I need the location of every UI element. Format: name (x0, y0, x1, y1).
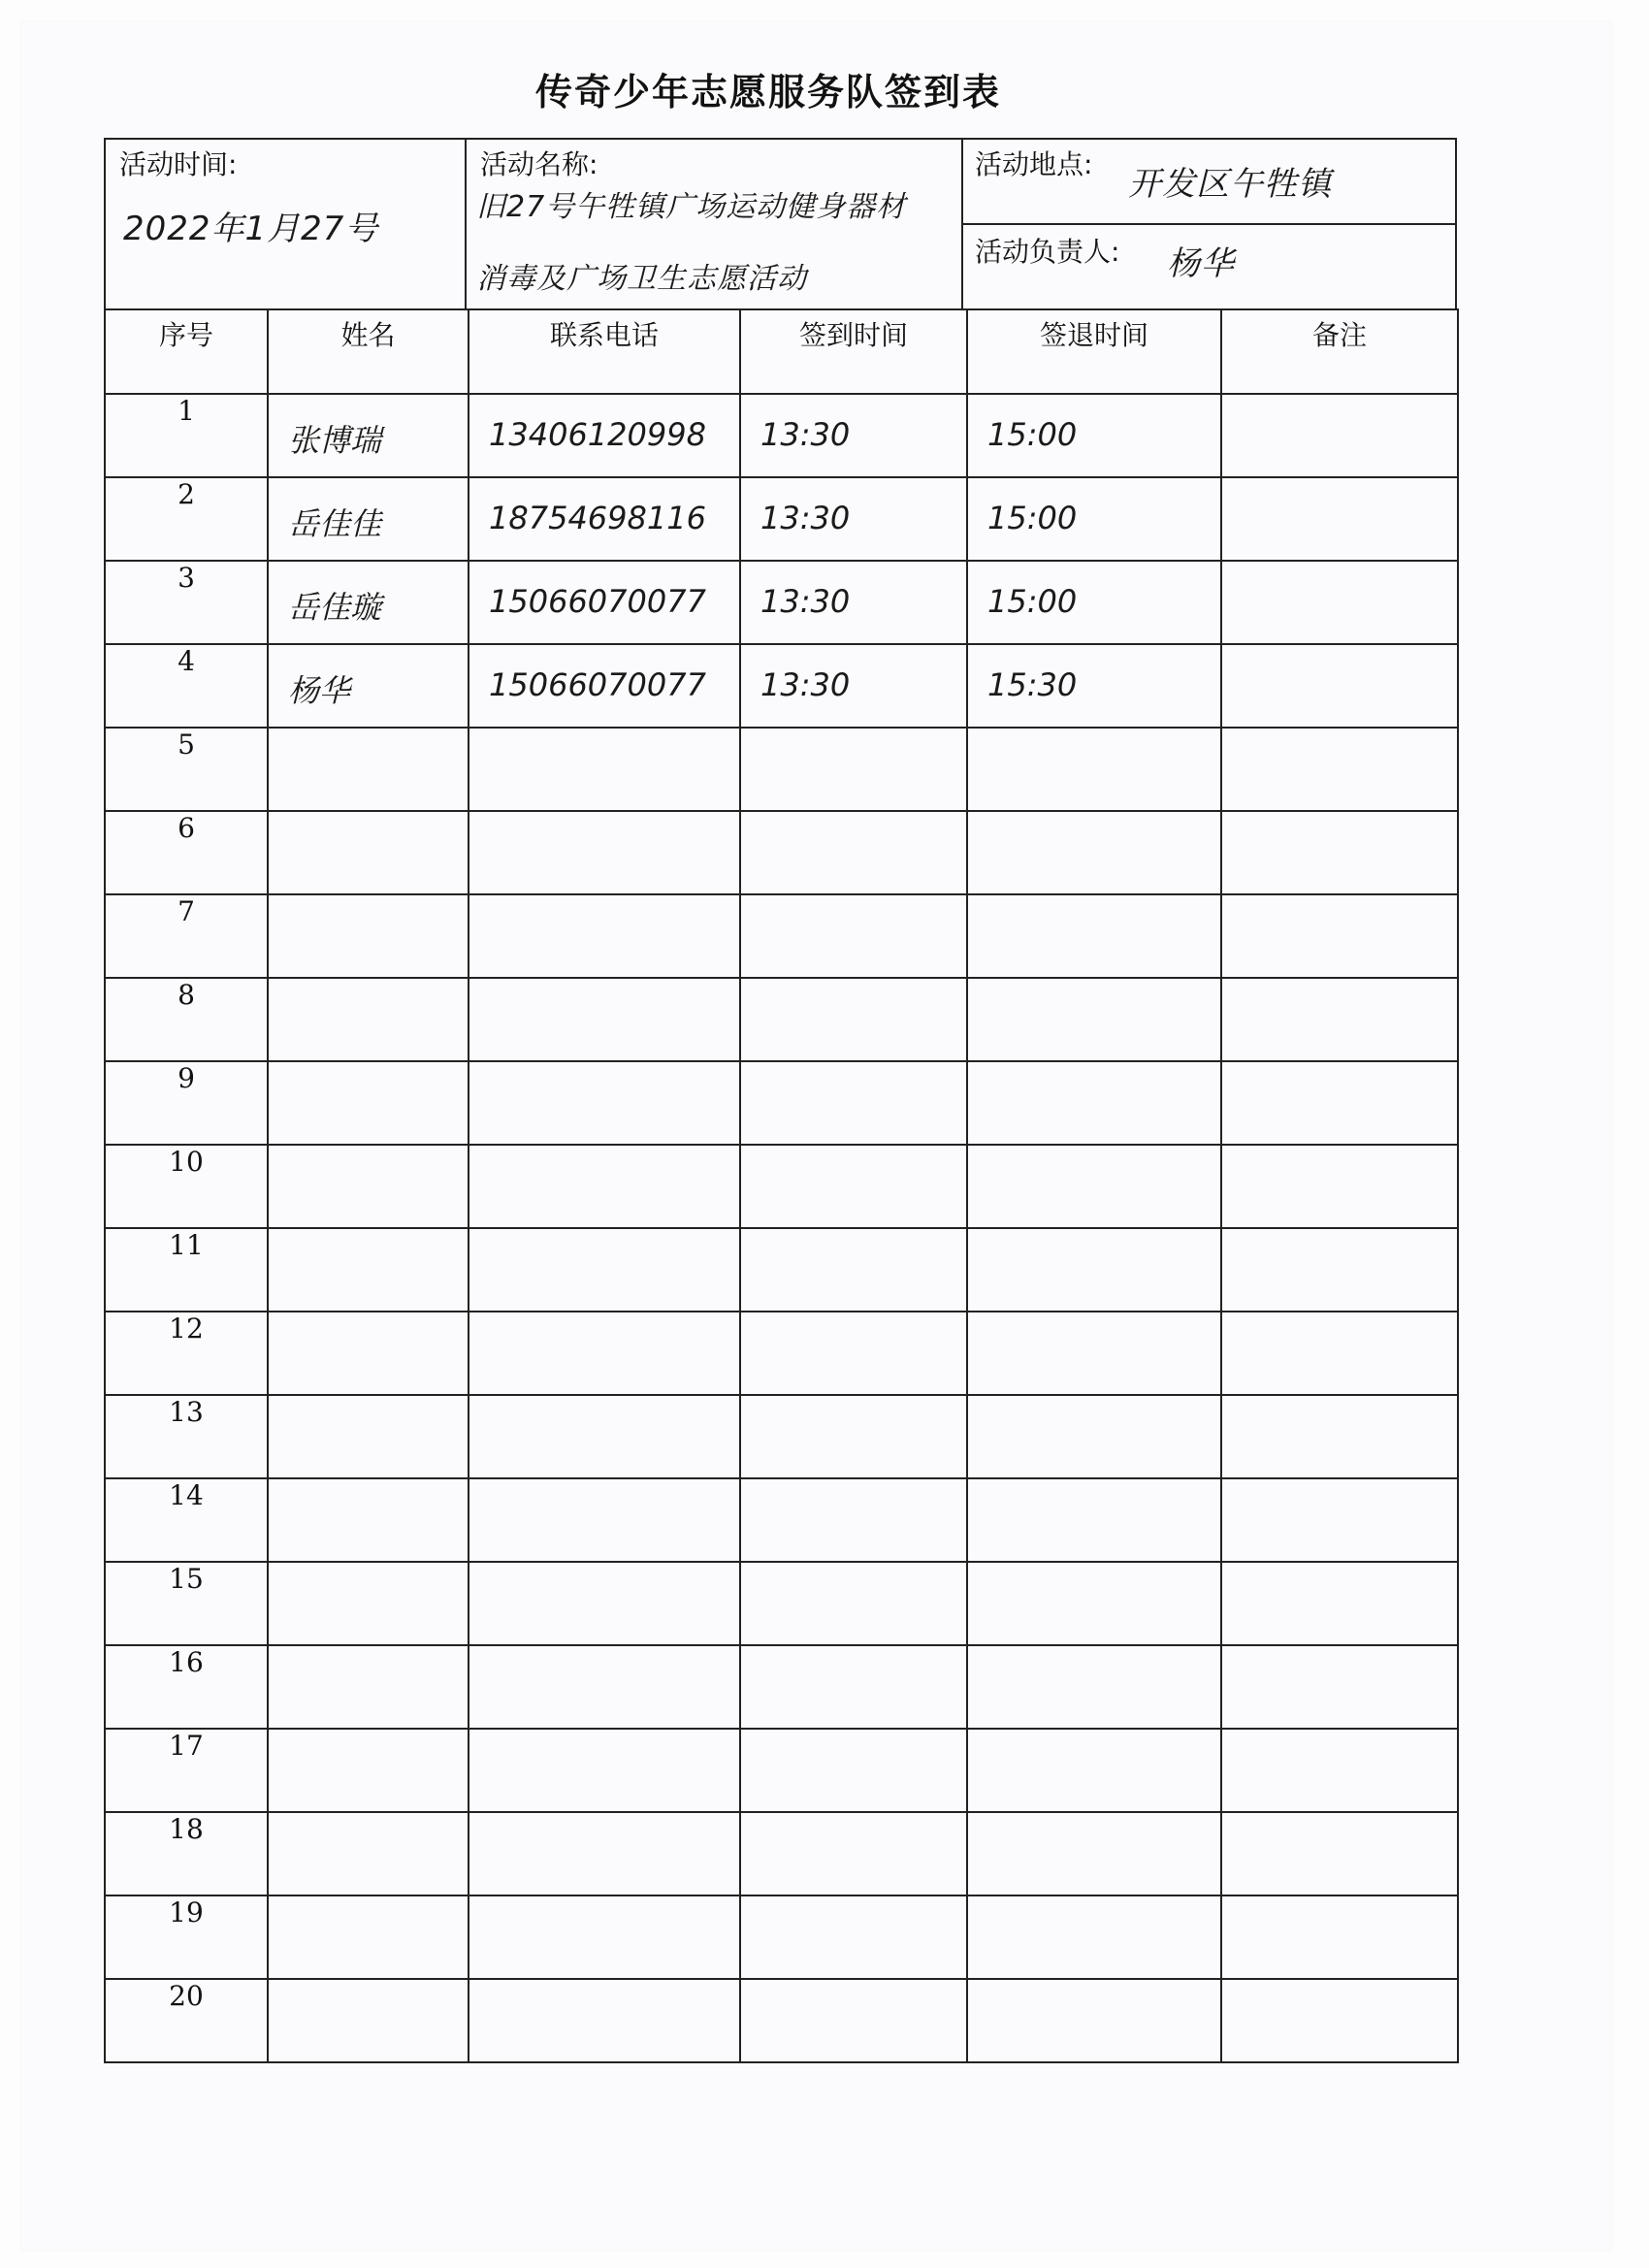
phone-cell-text (469, 1229, 739, 1250)
table-row (105, 1228, 1458, 1312)
phone-cell-text: 18754698116 (489, 500, 706, 536)
note-cell-text (1222, 812, 1457, 833)
phone-cell (469, 561, 740, 644)
note-cell (1221, 1645, 1458, 1729)
note-cell-text (1222, 1730, 1457, 1751)
seq-cell: 16 (105, 1645, 268, 1729)
sign-in-time-cell-text (741, 1563, 966, 1584)
phone-cell (469, 894, 740, 978)
name-cell (268, 1729, 469, 1812)
note-cell (1221, 394, 1458, 477)
name-cell (268, 1812, 469, 1895)
phone-cell (469, 1478, 740, 1562)
phone-cell (469, 644, 740, 728)
name-cell (268, 561, 469, 644)
name-cell-text (269, 1396, 468, 1417)
phone-cell-text (469, 1312, 739, 1334)
name-value-line1: 旧27号午牲镇广场运动健身器材 (476, 190, 907, 224)
sign-out-time-cell-text (968, 1896, 1220, 1918)
table-row (105, 1478, 1458, 1562)
phone-cell (469, 978, 740, 1061)
name-cell-text (269, 1896, 468, 1918)
table-row (105, 894, 1458, 978)
sign-out-time-cell (967, 1145, 1221, 1228)
note-cell-text (1222, 1563, 1457, 1584)
seq-cell: 14 (105, 1478, 268, 1562)
sign-in-time-cell-text (741, 895, 966, 917)
note-cell (1221, 1145, 1458, 1228)
column-header: 备注 (1221, 309, 1458, 394)
sign-out-time-cell (967, 1478, 1221, 1562)
seq-cell: 2 (105, 477, 268, 561)
note-cell (1221, 1061, 1458, 1145)
name-cell-text (269, 1479, 468, 1501)
sign-in-time-cell (740, 1478, 967, 1562)
note-cell (1221, 811, 1458, 894)
name-cell (268, 1395, 469, 1478)
column-header: 签退时间 (967, 309, 1221, 394)
sign-out-time-cell-text: 15:00 (987, 416, 1078, 453)
name-cell (268, 1312, 469, 1395)
leader-label: 活动负责人: (975, 236, 1120, 268)
place-value: 开发区午牲镇 (1128, 165, 1332, 204)
sign-in-time-cell (740, 1145, 967, 1228)
seq-cell: 11 (105, 1228, 268, 1312)
seq-cell: 4 (105, 644, 268, 728)
note-cell-text (1222, 645, 1457, 666)
sign-in-time-cell-text (741, 979, 966, 1000)
sign-out-time-cell-text: 15:30 (987, 666, 1078, 703)
name-cell (268, 394, 469, 477)
sign-in-time-cell (740, 811, 967, 894)
activity-info-block (104, 138, 1457, 308)
name-cell (268, 978, 469, 1061)
sign-in-time-cell (740, 561, 967, 644)
phone-cell-text (469, 979, 739, 1000)
note-cell (1221, 1812, 1458, 1895)
name-cell (268, 1562, 469, 1645)
table-row (105, 728, 1458, 811)
name-cell-text: 岳佳璇 (288, 589, 382, 626)
note-cell-text (1222, 1146, 1457, 1167)
name-cell (268, 728, 469, 811)
sign-out-time-cell-text (968, 1146, 1220, 1167)
phone-cell (469, 1895, 740, 1979)
sign-in-time-cell (740, 978, 967, 1061)
table-row (105, 1812, 1458, 1895)
seq-cell: 7 (105, 894, 268, 978)
sign-out-time-cell (967, 1645, 1221, 1729)
table-row (105, 394, 1458, 477)
name-cell (268, 1979, 469, 2062)
sign-in-time-cell (740, 894, 967, 978)
name-value-line2: 消毒及广场卫生志愿活动 (476, 262, 807, 296)
sign-out-time-cell (967, 1979, 1221, 2062)
phone-cell-text (469, 1396, 739, 1417)
seq-cell: 13 (105, 1395, 268, 1478)
table-row (105, 561, 1458, 644)
time-label: 活动时间: (119, 148, 238, 180)
sign-in-time-cell-text (741, 1062, 966, 1084)
name-cell-text (269, 1730, 468, 1751)
seq-cell: 18 (105, 1812, 268, 1895)
sign-out-time-cell-text (968, 729, 1220, 750)
sign-out-time-cell (967, 1395, 1221, 1478)
phone-cell (469, 1228, 740, 1312)
table-row (105, 1895, 1458, 1979)
phone-cell (469, 477, 740, 561)
phone-cell (469, 1395, 740, 1478)
note-cell (1221, 1562, 1458, 1645)
name-cell (268, 811, 469, 894)
name-cell (268, 1895, 469, 1979)
sign-in-sheet-page (21, 21, 1612, 2251)
phone-cell-text: 13406120998 (489, 416, 706, 453)
sign-in-time-cell-text: 13:30 (760, 416, 851, 453)
table-header-row (105, 309, 1458, 394)
note-cell (1221, 1312, 1458, 1395)
sign-out-time-cell-text (968, 979, 1220, 1000)
note-cell-text (1222, 1312, 1457, 1334)
phone-cell-text (469, 729, 739, 750)
sign-in-time-cell-text (741, 1146, 966, 1167)
note-cell-text (1222, 562, 1457, 583)
sign-in-time-cell-text (741, 812, 966, 833)
name-cell-text (269, 1563, 468, 1584)
sign-out-time-cell (967, 894, 1221, 978)
table-row (105, 1645, 1458, 1729)
name-cell-text: 杨华 (288, 672, 351, 709)
place-leader-section (963, 140, 1455, 308)
phone-cell-text (469, 1730, 739, 1751)
sign-in-time-cell-text: 13:30 (760, 583, 851, 620)
sign-out-time-cell (967, 477, 1221, 561)
sign-in-table (104, 308, 1459, 2063)
phone-cell-text (469, 1062, 739, 1084)
sign-out-time-cell-text (968, 1062, 1220, 1084)
sign-in-time-cell-text (741, 1479, 966, 1501)
phone-cell (469, 1145, 740, 1228)
phone-cell-text (469, 1479, 739, 1501)
sign-out-time-cell-text (968, 1229, 1220, 1250)
note-cell (1221, 477, 1458, 561)
column-header: 签到时间 (740, 309, 967, 394)
table-row (105, 1145, 1458, 1228)
column-header: 联系电话 (469, 309, 740, 394)
sign-in-time-cell (740, 1228, 967, 1312)
note-cell-text (1222, 895, 1457, 917)
place-label: 活动地点: (975, 148, 1093, 180)
page-title: 传奇少年志愿服务队签到表 (534, 71, 1001, 113)
phone-cell-text (469, 1563, 739, 1584)
name-cell (268, 1061, 469, 1145)
sign-in-time-cell (740, 477, 967, 561)
sign-in-time-cell (740, 1979, 967, 2062)
phone-cell (469, 1729, 740, 1812)
sign-out-time-cell (967, 1812, 1221, 1895)
phone-cell (469, 1061, 740, 1145)
name-cell (268, 1228, 469, 1312)
sign-in-time-cell (740, 644, 967, 728)
leader-value: 杨华 (1167, 244, 1235, 283)
table-row (105, 811, 1458, 894)
sign-out-time-cell (967, 728, 1221, 811)
name-cell (268, 1145, 469, 1228)
phone-cell-text (469, 1813, 739, 1834)
column-header: 序号 (105, 309, 268, 394)
note-cell (1221, 1979, 1458, 2062)
seq-cell: 6 (105, 811, 268, 894)
name-section (467, 140, 963, 308)
sign-out-time-cell (967, 978, 1221, 1061)
name-cell-text: 岳佳佳 (288, 505, 382, 542)
seq-cell: 1 (105, 394, 268, 477)
sign-in-time-cell-text (741, 1229, 966, 1250)
table-body (105, 394, 1458, 2062)
sign-in-time-cell (740, 394, 967, 477)
note-cell (1221, 561, 1458, 644)
sign-out-time-cell (967, 811, 1221, 894)
place-row (963, 140, 1455, 225)
sign-in-time-cell (740, 1395, 967, 1478)
note-cell-text (1222, 729, 1457, 750)
note-cell (1221, 894, 1458, 978)
note-cell-text (1222, 1479, 1457, 1501)
sign-out-time-cell-text: 15:00 (987, 583, 1078, 620)
phone-cell-text (469, 1980, 739, 2001)
sign-out-time-cell (967, 1729, 1221, 1812)
note-cell-text (1222, 979, 1457, 1000)
sign-in-time-cell-text (741, 1730, 966, 1751)
name-cell-text (269, 979, 468, 1000)
phone-cell-text (469, 812, 739, 833)
sign-out-time-cell-text (968, 812, 1220, 833)
sign-out-time-cell-text (968, 1563, 1220, 1584)
phone-cell-text (469, 1646, 739, 1668)
phone-cell-text (469, 1896, 739, 1918)
note-cell-text (1222, 395, 1457, 416)
table-row (105, 978, 1458, 1061)
note-cell (1221, 1228, 1458, 1312)
name-label: 活动名称: (480, 148, 598, 180)
note-cell-text (1222, 1896, 1457, 1918)
seq-cell: 20 (105, 1979, 268, 2062)
note-cell-text (1222, 478, 1457, 500)
sign-out-time-cell-text (968, 1479, 1220, 1501)
note-cell (1221, 1729, 1458, 1812)
name-cell-text (269, 729, 468, 750)
sign-in-time-cell (740, 1895, 967, 1979)
sign-in-time-cell-text (741, 729, 966, 750)
column-header: 姓名 (268, 309, 469, 394)
name-cell-text (269, 1813, 468, 1834)
name-cell (268, 644, 469, 728)
seq-cell: 12 (105, 1312, 268, 1395)
seq-cell: 9 (105, 1061, 268, 1145)
note-cell (1221, 978, 1458, 1061)
seq-cell: 10 (105, 1145, 268, 1228)
table-row (105, 1979, 1458, 2062)
name-cell-text: 张博瑞 (288, 422, 382, 459)
sign-in-time-cell-text (741, 1312, 966, 1334)
sign-out-time-cell (967, 644, 1221, 728)
note-cell-text (1222, 1229, 1457, 1250)
name-cell-text (269, 895, 468, 917)
sign-in-time-cell (740, 1061, 967, 1145)
sign-in-time-cell-text: 13:30 (760, 666, 851, 703)
note-cell (1221, 644, 1458, 728)
sign-out-time-cell (967, 1895, 1221, 1979)
sign-in-time-cell-text: 13:30 (760, 500, 851, 536)
name-cell-text (269, 1146, 468, 1167)
name-cell-text (269, 1646, 468, 1668)
sign-out-time-cell-text (968, 1396, 1220, 1417)
seq-cell: 3 (105, 561, 268, 644)
phone-cell (469, 1562, 740, 1645)
phone-cell (469, 394, 740, 477)
phone-cell-text: 15066070077 (489, 666, 706, 703)
phone-cell-text: 15066070077 (489, 583, 706, 620)
table-row (105, 1395, 1458, 1478)
table-row (105, 1562, 1458, 1645)
name-cell (268, 894, 469, 978)
name-cell-text (269, 812, 468, 833)
note-cell-text (1222, 1813, 1457, 1834)
sign-out-time-cell (967, 1061, 1221, 1145)
note-cell (1221, 1895, 1458, 1979)
sign-out-time-cell-text (968, 1312, 1220, 1334)
sign-in-time-cell-text (741, 1813, 966, 1834)
phone-cell (469, 1645, 740, 1729)
phone-cell (469, 1312, 740, 1395)
phone-cell-text (469, 1146, 739, 1167)
phone-cell (469, 811, 740, 894)
sign-out-time-cell-text (968, 1730, 1220, 1751)
sign-out-time-cell (967, 394, 1221, 477)
name-cell-text (269, 1312, 468, 1334)
table-row (105, 1312, 1458, 1395)
sign-in-time-cell (740, 1812, 967, 1895)
name-cell-text (269, 1062, 468, 1084)
sign-out-time-cell (967, 1228, 1221, 1312)
sign-in-time-cell (740, 1562, 967, 1645)
name-cell (268, 1645, 469, 1729)
sign-out-time-cell (967, 561, 1221, 644)
sign-out-time-cell-text (968, 895, 1220, 917)
table-row (105, 644, 1458, 728)
phone-cell-text (469, 895, 739, 917)
sign-in-time-cell (740, 1729, 967, 1812)
sign-out-time-cell-text (968, 1813, 1220, 1834)
sign-out-time-cell-text: 15:00 (987, 500, 1078, 536)
sign-in-sheet (104, 138, 1457, 2063)
seq-cell: 17 (105, 1729, 268, 1812)
phone-cell (469, 728, 740, 811)
table-row (105, 1729, 1458, 1812)
note-cell (1221, 728, 1458, 811)
seq-cell: 5 (105, 728, 268, 811)
sign-in-time-cell-text (741, 1896, 966, 1918)
table-row (105, 1061, 1458, 1145)
seq-cell: 8 (105, 978, 268, 1061)
sign-in-time-cell-text (741, 1396, 966, 1417)
sign-out-time-cell-text (968, 1646, 1220, 1668)
note-cell (1221, 1478, 1458, 1562)
sign-out-time-cell (967, 1312, 1221, 1395)
sign-in-time-cell (740, 1312, 967, 1395)
sign-out-time-cell-text (968, 1980, 1220, 2001)
note-cell-text (1222, 1980, 1457, 2001)
note-cell (1221, 1395, 1458, 1478)
seq-cell: 19 (105, 1895, 268, 1979)
sign-in-time-cell (740, 728, 967, 811)
sign-in-time-cell-text (741, 1980, 966, 2001)
time-value: 2022年1月27号 (123, 210, 379, 248)
name-cell (268, 477, 469, 561)
sign-in-time-cell-text (741, 1646, 966, 1668)
note-cell-text (1222, 1062, 1457, 1084)
table-row (105, 477, 1458, 561)
sign-out-time-cell (967, 1562, 1221, 1645)
seq-cell: 15 (105, 1562, 268, 1645)
phone-cell (469, 1979, 740, 2062)
name-cell-text (269, 1980, 468, 2001)
note-cell-text (1222, 1396, 1457, 1417)
time-section (106, 140, 467, 308)
note-cell-text (1222, 1646, 1457, 1668)
sign-in-time-cell (740, 1645, 967, 1729)
phone-cell (469, 1812, 740, 1895)
name-cell (268, 1478, 469, 1562)
name-cell-text (269, 1229, 468, 1250)
